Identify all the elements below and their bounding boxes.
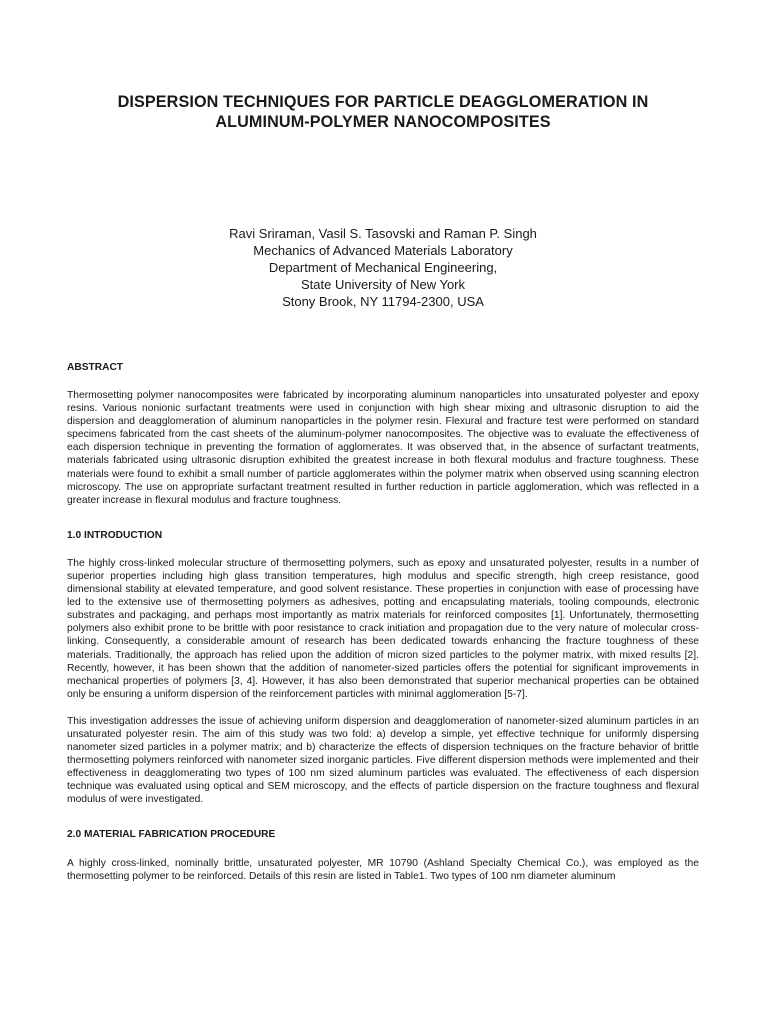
introduction-paragraph-1: The highly cross-linked molecular structure of thermosetting polymers, such as epoxy and unsaturated polyester, results in a number of superior properties including high glass transition temperatures, high modulus and specific strength, high creep resistance, good dimensional stability at elevated temperature, and good solvent resistance. These properties in conjunction with ease of processing have led to the extensive use of thermosetting polymers as adhesives, potting and encapsulating materials, tooling compounds, electronic substrates and packaging, and perhaps most importantly as matrix materials for reinforced composites [1]. Unfortunately, thermosetting polymers also exhibit prone to be brittle with poor resistance to crack initiation and propagation due to the very nature of molecular cross-linking. Consequently, a considerable amount of research has been dedicated towards enhancing the fracture toughness of these materials. Traditionally, the approach has relied upon the addition of micron sized particles to the polymer matrix, with mixed results [2]. Recently, however, it has been shown that the addition of nanometer-sized particles offers the potential for significant improvements in mechanical properties of polymers [3, 4]. However, it has also been demonstrated that superior mechanical properties can be obtained only be ensuring a uniform dispersion of the reinforcement particles with minimal agglomeration [5-7]. (67, 557, 699, 700)
author-block (67, 225, 699, 310)
author-lab: Mechanics of Advanced Materials Laboratory (253, 243, 513, 258)
paper-title-line-1: DISPERSION TECHNIQUES FOR PARTICLE DEAGGLOMERATION IN (117, 93, 649, 111)
author-address: Stony Brook, NY 11794-2300, USA (282, 294, 484, 309)
material-fabrication-body: A highly cross-linked, nominally brittle, unsaturated polyester, MR 10790 (Ashland Specialty Chemical Co.), was employed as the thermosetting polymer to be reinforced. Details of this resin are listed in Table1. Two types of 100 nm diameter aluminum (67, 857, 699, 882)
abstract-body: Thermosetting polymer nanocomposites were fabricated by incorporating aluminum nanoparticles into unsaturated polyester and epoxy resins. Various nonionic surfactant treatments were used in conjunction with high shear mixing and ultrasonic disruption to aid the dispersion and deagglomeration of aluminum nanoparticles in the polymer resin. Flexural and fracture test were performed on standard specimens fabricated from the cast sheets of the aluminum-polymer nanocomposites. The objective was to evaluate the effectiveness of each dispersion technique in preventing the formation of agglomerates. It was observed that, in the absence of surfactant treatments, materials fabricated using ultrasonic disruption exhibited the greatest increase in both flexural modulus and fracture toughness. These materials were found to exhibit a small number of particle agglomerates within the polymer matrix when observed using scanning electron microscopy. The use on appropriate surfactant treatment resulted in further reduction in particle agglomeration, which was reflected in a greater increase in flexural modulus and fracture toughness. (67, 390, 699, 506)
author-department: Department of Mechanical Engineering, (268, 260, 498, 275)
paper-title-line-2: ALUMINUM-POLYMER NANOCOMPOSITES (215, 113, 551, 131)
abstract-heading: ABSTRACT (67, 362, 124, 373)
author-names: Ravi Sriraman, Vasil S. Tasovski and Raman P. Singh (229, 226, 537, 241)
material-fabrication-heading: 2.0 MATERIAL FABRICATION PROCEDURE (67, 828, 276, 840)
introduction-paragraph-2: This investigation addresses the issue of achieving uniform dispersion and deagglomeration of nanometer-sized aluminum particles in an unsaturated polyester resin. The aim of this study was two fold: a) develop a simple, yet effective technique for uniformly dispersing nanometer sized particles in a polymer matrix; and b) characterize the effects of dispersion techniques on the fracture behavior of brittle thermosetting polymers reinforced with nanometer sized inorganic particles. Five different dispersion methods were implemented and their effectiveness in deagglomerating two types of 100 nm sized aluminum particles was evaluated. The effectiveness of each dispersion technique was evaluated using optical and SEM microscopy, and the effects of particle dispersion on the fracture toughness and flexural modulus of were investigated. (67, 715, 699, 806)
paper-page (67, 92, 699, 883)
paper-title (67, 92, 699, 132)
author-university: State University of New York (300, 277, 466, 292)
introduction-heading: 1.0 INTRODUCTION (67, 529, 163, 541)
